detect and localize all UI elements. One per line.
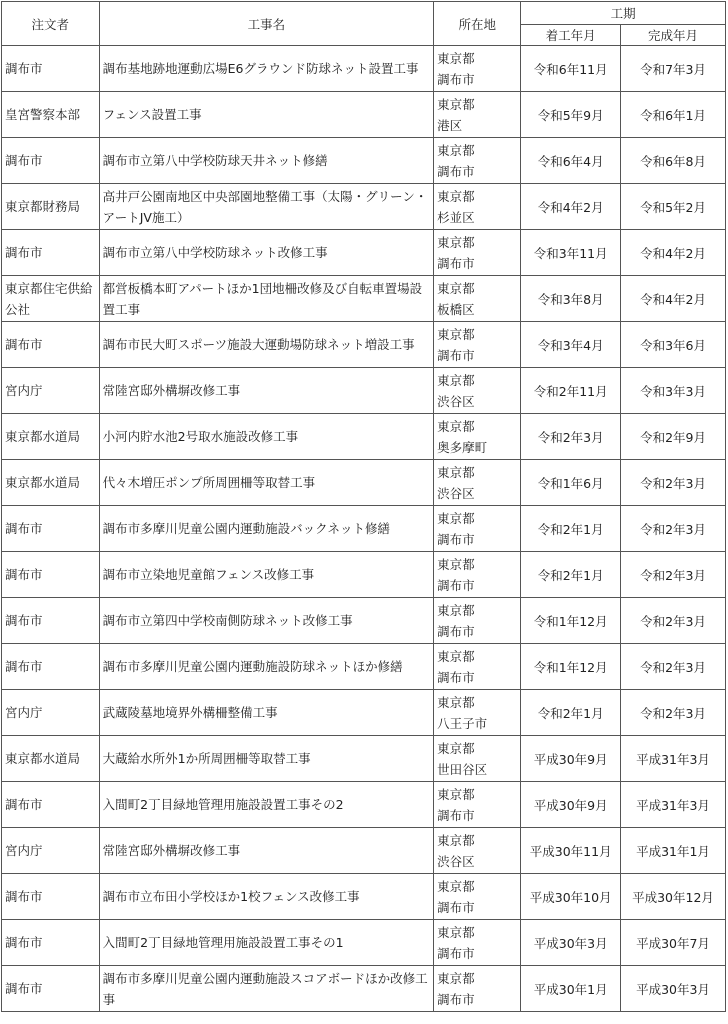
end-date-cell: 令和2年3月 [621, 598, 726, 644]
end-date-cell: 平成30年12月 [621, 874, 726, 920]
work-name-cell: 大蔵給水所外1か所周囲柵等取替工事 [99, 736, 433, 782]
location-city: 調布市 [437, 669, 475, 685]
start-date-cell: 平成30年11月 [521, 828, 621, 874]
start-date-cell: 令和3年8月 [521, 276, 621, 322]
header-end: 完成年月 [621, 25, 726, 46]
table-row [2, 230, 726, 276]
end-date-cell: 令和2年9月 [621, 414, 726, 460]
table-row [2, 874, 726, 920]
client-cell: 調布市 [2, 782, 100, 828]
work-name-cell: 調布市民大町スポーツ施設大運動場防球ネット増設工事 [99, 322, 433, 368]
client-cell: 調布市 [2, 552, 100, 598]
location-cell [434, 920, 521, 966]
location-prefecture: 東京都 [437, 142, 475, 158]
end-date-cell: 令和5年2月 [621, 184, 726, 230]
work-name-cell: 小河内貯水池2号取水施設改修工事 [99, 414, 433, 460]
location-city: 杉並区 [437, 209, 475, 225]
location-city: 調布市 [437, 531, 475, 547]
end-date-cell: 令和3年6月 [621, 322, 726, 368]
work-name-cell: 調布市立第八中学校防球天井ネット修繕 [99, 138, 433, 184]
start-date-cell: 令和6年4月 [521, 138, 621, 184]
location-city: 調布市 [437, 991, 475, 1007]
location-cell [434, 966, 521, 1012]
table-row [2, 736, 726, 782]
location-cell [434, 46, 521, 92]
location-cell [434, 230, 521, 276]
construction-record-table [1, 1, 726, 1012]
client-cell: 東京都水道局 [2, 736, 100, 782]
end-date-cell: 令和2年3月 [621, 460, 726, 506]
location-city: 調布市 [437, 255, 475, 271]
start-date-cell: 令和2年3月 [521, 414, 621, 460]
client-cell: 調布市 [2, 644, 100, 690]
start-date-cell: 平成30年9月 [521, 782, 621, 828]
start-date-cell: 令和1年6月 [521, 460, 621, 506]
table-row [2, 460, 726, 506]
location-city: 調布市 [437, 899, 475, 915]
end-date-cell: 令和7年3月 [621, 46, 726, 92]
table-row [2, 782, 726, 828]
header-work-name: 工事名 [99, 2, 433, 46]
table-row [2, 552, 726, 598]
location-city: 港区 [437, 117, 463, 133]
location-prefecture: 東京都 [437, 372, 475, 388]
table-row [2, 138, 726, 184]
table-row [2, 598, 726, 644]
work-name-cell: フェンス設置工事 [99, 92, 433, 138]
table-row [2, 506, 726, 552]
header-period: 工期 [521, 2, 726, 25]
location-cell [434, 322, 521, 368]
client-cell: 皇宮警察本部 [2, 92, 100, 138]
table-row [2, 414, 726, 460]
work-name-cell: 常陸宮邸外構塀改修工事 [99, 368, 433, 414]
client-cell: 調布市 [2, 966, 100, 1012]
location-city: 調布市 [437, 807, 475, 823]
client-cell: 宮内庁 [2, 368, 100, 414]
header-start: 着工年月 [521, 25, 621, 46]
header-row [2, 2, 726, 25]
client-cell: 宮内庁 [2, 690, 100, 736]
location-prefecture: 東京都 [437, 832, 475, 848]
work-name-cell: 武蔵陵墓地境界外構柵整備工事 [99, 690, 433, 736]
location-prefecture: 東京都 [437, 418, 475, 434]
location-cell [434, 644, 521, 690]
location-city: 渋谷区 [437, 853, 475, 869]
client-cell: 東京都水道局 [2, 460, 100, 506]
start-date-cell: 令和1年12月 [521, 644, 621, 690]
work-name-cell: 調布市多摩川児童公園内運動施設バックネット修繕 [99, 506, 433, 552]
client-cell: 調布市 [2, 506, 100, 552]
location-cell [434, 690, 521, 736]
location-city: 調布市 [437, 71, 475, 87]
client-cell: 調布市 [2, 322, 100, 368]
start-date-cell: 令和3年11月 [521, 230, 621, 276]
end-date-cell: 令和2年3月 [621, 552, 726, 598]
client-cell: 宮内庁 [2, 828, 100, 874]
location-city: 調布市 [437, 163, 475, 179]
location-prefecture: 東京都 [437, 280, 475, 296]
end-date-cell: 令和4年2月 [621, 230, 726, 276]
work-name-cell: 調布市立布田小学校ほか1校フェンス改修工事 [99, 874, 433, 920]
location-prefecture: 東京都 [437, 786, 475, 802]
location-city: 調布市 [437, 945, 475, 961]
start-date-cell: 令和2年1月 [521, 552, 621, 598]
work-name-cell: 代々木増圧ポンプ所周囲柵等取替工事 [99, 460, 433, 506]
location-prefecture: 東京都 [437, 740, 475, 756]
work-name-cell: 常陸宮邸外構塀改修工事 [99, 828, 433, 874]
work-name-cell: 入間町2丁目緑地管理用施設設置工事その1 [99, 920, 433, 966]
location-prefecture: 東京都 [437, 234, 475, 250]
location-prefecture: 東京都 [437, 326, 475, 342]
end-date-cell: 令和2年3月 [621, 690, 726, 736]
location-cell [434, 414, 521, 460]
header-client: 注文者 [2, 2, 100, 46]
work-name-cell: 調布基地跡地運動広場E6グラウンド防球ネット設置工事 [99, 46, 433, 92]
start-date-cell: 令和3年4月 [521, 322, 621, 368]
end-date-cell: 令和2年3月 [621, 644, 726, 690]
start-date-cell: 令和6年11月 [521, 46, 621, 92]
location-city: 板橋区 [437, 301, 475, 317]
work-name-cell: 調布市立染地児童館フェンス改修工事 [99, 552, 433, 598]
client-cell: 調布市 [2, 46, 100, 92]
location-prefecture: 東京都 [437, 188, 475, 204]
location-prefecture: 東京都 [437, 464, 475, 480]
start-date-cell: 令和2年11月 [521, 368, 621, 414]
client-cell: 東京都財務局 [2, 184, 100, 230]
end-date-cell: 平成31年3月 [621, 782, 726, 828]
table-row [2, 644, 726, 690]
table-row [2, 920, 726, 966]
end-date-cell: 平成31年3月 [621, 736, 726, 782]
location-prefecture: 東京都 [437, 602, 475, 618]
client-cell: 調布市 [2, 230, 100, 276]
work-name-cell: 高井戸公園南地区中央部園地整備工事（太陽・グリーン・アートJV施工） [99, 184, 433, 230]
work-name-cell: 調布市多摩川児童公園内運動施設防球ネットほか修繕 [99, 644, 433, 690]
end-date-cell: 平成31年1月 [621, 828, 726, 874]
start-date-cell: 平成30年10月 [521, 874, 621, 920]
start-date-cell: 令和4年2月 [521, 184, 621, 230]
location-cell [434, 368, 521, 414]
location-city: 調布市 [437, 577, 475, 593]
work-name-cell: 都営板橋本町アパートほか1団地柵改修及び自転車置場設置工事 [99, 276, 433, 322]
location-cell [434, 736, 521, 782]
client-cell: 調布市 [2, 138, 100, 184]
work-name-cell: 入間町2丁目緑地管理用施設設置工事その2 [99, 782, 433, 828]
table-row [2, 276, 726, 322]
end-date-cell: 平成30年7月 [621, 920, 726, 966]
location-cell [434, 782, 521, 828]
location-prefecture: 東京都 [437, 648, 475, 664]
client-cell: 調布市 [2, 598, 100, 644]
location-cell [434, 92, 521, 138]
table-row [2, 46, 726, 92]
start-date-cell: 平成30年1月 [521, 966, 621, 1012]
location-cell [434, 506, 521, 552]
location-cell [434, 138, 521, 184]
start-date-cell: 平成30年9月 [521, 736, 621, 782]
location-city: 八王子市 [437, 715, 488, 731]
table-row [2, 184, 726, 230]
client-cell: 調布市 [2, 874, 100, 920]
location-prefecture: 東京都 [437, 924, 475, 940]
end-date-cell: 令和2年3月 [621, 506, 726, 552]
location-city: 奥多摩町 [437, 439, 488, 455]
location-cell [434, 552, 521, 598]
location-prefecture: 東京都 [437, 50, 475, 66]
end-date-cell: 令和6年8月 [621, 138, 726, 184]
location-cell [434, 598, 521, 644]
table-row [2, 828, 726, 874]
location-prefecture: 東京都 [437, 96, 475, 112]
client-cell: 調布市 [2, 920, 100, 966]
table-row [2, 368, 726, 414]
location-city: 渋谷区 [437, 393, 475, 409]
header-location: 所在地 [434, 2, 521, 46]
table-row [2, 690, 726, 736]
end-date-cell: 平成30年3月 [621, 966, 726, 1012]
location-prefecture: 東京都 [437, 510, 475, 526]
location-cell [434, 874, 521, 920]
location-cell [434, 460, 521, 506]
start-date-cell: 令和2年1月 [521, 506, 621, 552]
location-prefecture: 東京都 [437, 556, 475, 572]
end-date-cell: 令和4年2月 [621, 276, 726, 322]
work-name-cell: 調布市立第八中学校防球ネット改修工事 [99, 230, 433, 276]
work-name-cell: 調布市立第四中学校南側防球ネット改修工事 [99, 598, 433, 644]
table-row [2, 92, 726, 138]
location-prefecture: 東京都 [437, 970, 475, 986]
client-cell: 東京都住宅供給公社 [2, 276, 100, 322]
location-city: 渋谷区 [437, 485, 475, 501]
location-cell [434, 184, 521, 230]
location-prefecture: 東京都 [437, 878, 475, 894]
location-prefecture: 東京都 [437, 694, 475, 710]
table-row [2, 322, 726, 368]
start-date-cell: 令和5年9月 [521, 92, 621, 138]
start-date-cell: 令和2年1月 [521, 690, 621, 736]
client-cell: 東京都水道局 [2, 414, 100, 460]
location-city: 調布市 [437, 347, 475, 363]
location-cell [434, 276, 521, 322]
start-date-cell: 平成30年3月 [521, 920, 621, 966]
location-city: 調布市 [437, 623, 475, 639]
end-date-cell: 令和6年1月 [621, 92, 726, 138]
work-name-cell: 調布市多摩川児童公園内運動施設スコアボードほか改修工事 [99, 966, 433, 1012]
table-row [2, 966, 726, 1012]
start-date-cell: 令和1年12月 [521, 598, 621, 644]
end-date-cell: 令和3年3月 [621, 368, 726, 414]
location-cell [434, 828, 521, 874]
location-city: 世田谷区 [437, 761, 488, 777]
